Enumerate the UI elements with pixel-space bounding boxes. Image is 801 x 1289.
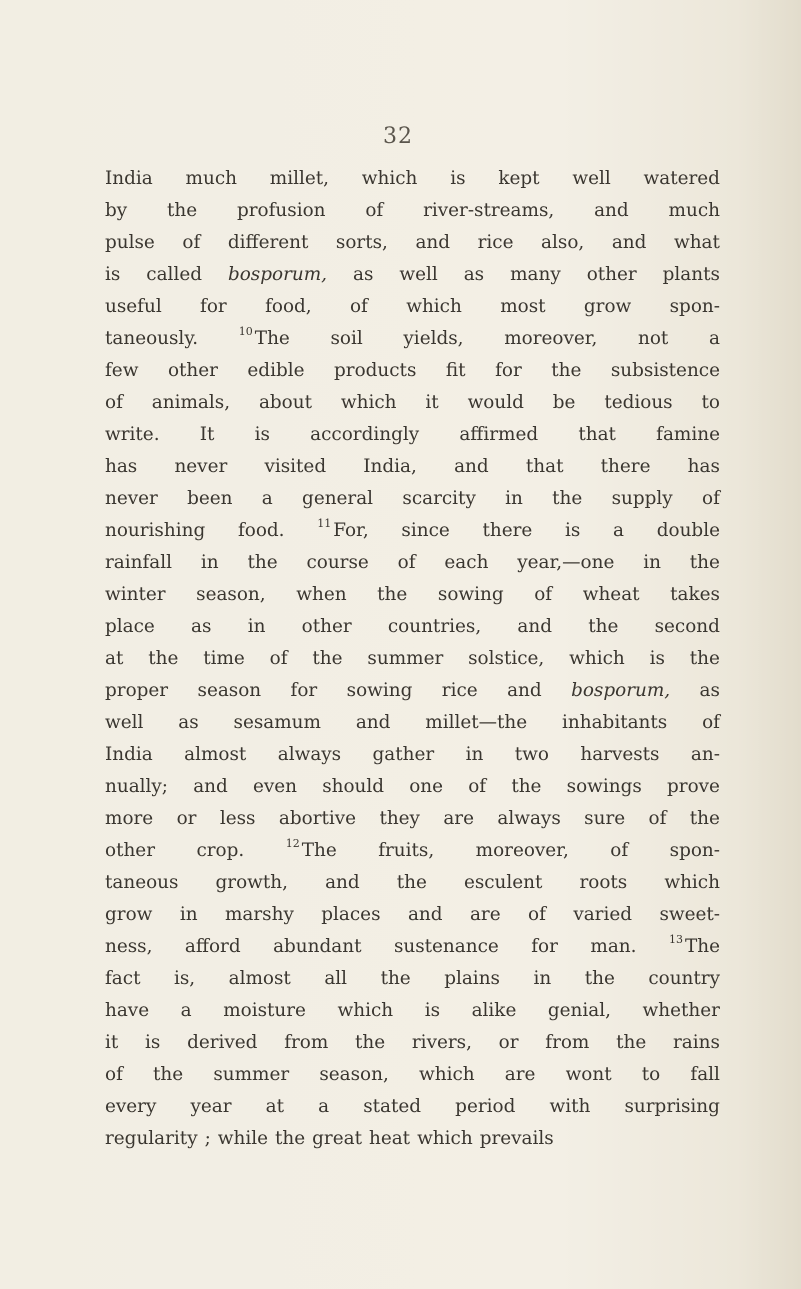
- word: or: [176, 808, 197, 829]
- word: watered: [643, 168, 720, 189]
- text-line: [105, 835, 720, 867]
- word: of: [610, 840, 629, 861]
- word: be: [552, 392, 576, 413]
- word: moreover,: [504, 328, 598, 349]
- word: which: [406, 296, 462, 317]
- word: and: [355, 712, 391, 733]
- word: rivers,: [411, 1032, 472, 1053]
- word: of: [468, 776, 487, 797]
- word: heat: [368, 1128, 411, 1149]
- word: that: [578, 424, 616, 445]
- word: winter: [105, 584, 166, 605]
- word: year,—one: [517, 552, 615, 573]
- word: other: [301, 616, 352, 637]
- word: which: [418, 1064, 475, 1085]
- word: grow: [583, 296, 632, 317]
- word: as: [352, 264, 374, 285]
- word: with: [549, 1096, 591, 1117]
- word: what: [673, 232, 720, 253]
- word: solstice,: [468, 648, 545, 669]
- word: the: [689, 552, 720, 573]
- word: is: [565, 520, 581, 541]
- word: regularity: [105, 1128, 198, 1149]
- word: moreover,: [475, 840, 569, 861]
- word: of: [534, 584, 553, 605]
- word: are: [504, 1064, 536, 1085]
- word: fruits,: [378, 840, 435, 861]
- word: and: [193, 776, 228, 797]
- word: rice: [477, 232, 514, 253]
- word: in: [533, 968, 552, 989]
- word: edible: [247, 360, 305, 381]
- word: sweet-: [659, 904, 720, 925]
- word: great: [312, 1128, 362, 1149]
- text-line: [105, 1091, 720, 1123]
- word: and: [507, 680, 542, 701]
- text-line: [105, 803, 720, 835]
- word: which: [340, 392, 397, 413]
- word: year: [190, 1096, 232, 1117]
- word: the: [153, 1064, 184, 1085]
- word: millet,: [269, 168, 329, 189]
- word: even: [252, 776, 297, 797]
- word: the: [616, 1032, 647, 1053]
- word: derived: [187, 1032, 258, 1053]
- word: esculent: [463, 872, 543, 893]
- word: is: [649, 648, 665, 669]
- word: other: [105, 840, 155, 861]
- word: much: [185, 168, 237, 189]
- word: supply: [611, 488, 673, 509]
- word: wont: [565, 1064, 612, 1085]
- word: fit: [445, 360, 466, 381]
- word: afford: [184, 936, 241, 957]
- word: in: [465, 744, 484, 765]
- word: $^{11}$ For,: [317, 516, 369, 541]
- word: in: [179, 904, 198, 925]
- word: a: [613, 520, 625, 541]
- word: places: [321, 904, 381, 925]
- text-line: [105, 739, 720, 771]
- text-line: [105, 963, 720, 995]
- text-line: [105, 1123, 720, 1155]
- text-line: [105, 579, 720, 611]
- word: the: [552, 488, 583, 509]
- footnote-marker: 12: [285, 836, 300, 850]
- word: a: [318, 1096, 330, 1117]
- word: $^{10}$ The: [238, 324, 290, 349]
- word: it: [105, 1032, 119, 1053]
- word: of: [702, 712, 720, 733]
- word: India,: [363, 456, 417, 477]
- word: nually;: [105, 776, 169, 797]
- word: ness,: [105, 936, 153, 957]
- word: summer: [367, 648, 444, 669]
- word: varied: [573, 904, 633, 925]
- word: the: [247, 552, 278, 573]
- text-line: [105, 771, 720, 803]
- word: the: [377, 584, 408, 605]
- word: many: [510, 264, 561, 285]
- word: proper: [105, 680, 169, 701]
- footnote-marker: 11: [317, 516, 332, 530]
- word: scarcity: [402, 488, 476, 509]
- word: would: [467, 392, 524, 413]
- word: of: [648, 808, 667, 829]
- word: never: [105, 488, 158, 509]
- word: at: [265, 1096, 284, 1117]
- word: visited: [264, 456, 327, 477]
- word: to: [701, 392, 720, 413]
- word: to: [641, 1064, 661, 1085]
- text-line: [105, 451, 720, 483]
- word: not: [638, 328, 669, 349]
- word: products: [334, 360, 417, 381]
- word: of: [105, 1064, 123, 1085]
- word: in: [643, 552, 661, 573]
- word: is: [424, 1000, 441, 1021]
- footnote-marker: 10: [238, 324, 253, 338]
- word: the: [355, 1032, 386, 1053]
- word: spon-: [669, 296, 720, 317]
- word: whether: [642, 1000, 720, 1021]
- word: is: [105, 264, 121, 285]
- word: sowing: [346, 680, 413, 701]
- word: the: [689, 808, 720, 829]
- word: pulse: [105, 232, 155, 253]
- word: gather: [372, 744, 435, 765]
- word: well: [399, 264, 438, 285]
- word: of: [528, 904, 546, 925]
- text-line: [105, 387, 720, 419]
- word: as: [178, 712, 199, 733]
- text-line: [105, 867, 720, 899]
- word: ;: [204, 1128, 211, 1149]
- word: and: [611, 232, 647, 253]
- word: and: [325, 872, 360, 893]
- word: genial,: [547, 1000, 611, 1021]
- word: is: [145, 1032, 161, 1053]
- word: which: [569, 648, 625, 669]
- word: time: [203, 648, 245, 669]
- word: an-: [690, 744, 720, 765]
- word: in: [247, 616, 266, 637]
- word: of: [349, 296, 368, 317]
- word: and: [594, 200, 629, 221]
- word: the: [396, 872, 427, 893]
- word: well: [572, 168, 611, 189]
- word: for: [290, 680, 318, 701]
- word: harvests: [580, 744, 660, 765]
- word: they: [379, 808, 420, 829]
- text-line: [105, 931, 720, 963]
- word: is,: [173, 968, 196, 989]
- word: the: [551, 360, 582, 381]
- word: it: [425, 392, 439, 413]
- word: stated: [363, 1096, 422, 1117]
- word: man.: [590, 936, 637, 957]
- word: as: [699, 680, 720, 701]
- word: grow: [105, 904, 153, 925]
- word: second: [654, 616, 720, 637]
- word: bosporum,: [571, 680, 671, 701]
- word: country: [648, 968, 720, 989]
- word: food,: [265, 296, 312, 317]
- text-line: [105, 291, 720, 323]
- word: the: [584, 968, 615, 989]
- text-line: [105, 675, 720, 707]
- word: of: [182, 232, 201, 253]
- word: the: [275, 1128, 306, 1149]
- page-number: 32: [383, 124, 413, 149]
- word: in: [200, 552, 219, 573]
- word: should: [322, 776, 385, 797]
- text-line: [105, 419, 720, 451]
- word: for: [495, 360, 522, 381]
- text-line: [105, 547, 720, 579]
- word: plants: [662, 264, 720, 285]
- text-line: [105, 483, 720, 515]
- word: tedious: [604, 392, 673, 413]
- word: roots: [579, 872, 628, 893]
- word: also,: [541, 232, 585, 253]
- word: summer: [213, 1064, 290, 1085]
- word: profusion: [236, 200, 326, 221]
- word: sesamum: [233, 712, 321, 733]
- word: the: [380, 968, 411, 989]
- word: taneous: [105, 872, 179, 893]
- word: of: [105, 392, 123, 413]
- word: less: [219, 808, 256, 829]
- text-line: [105, 707, 720, 739]
- word: two: [514, 744, 549, 765]
- word: since: [401, 520, 450, 541]
- word: different: [227, 232, 309, 253]
- word: general: [302, 488, 374, 509]
- word: kept: [498, 168, 540, 189]
- word: It: [199, 424, 215, 445]
- word: has: [105, 456, 138, 477]
- word: affirmed: [459, 424, 539, 445]
- word: soil: [330, 328, 363, 349]
- word: course: [306, 552, 369, 573]
- text-line: [105, 163, 720, 195]
- word: useful: [105, 296, 162, 317]
- word: are: [443, 808, 474, 829]
- word: famine: [656, 424, 720, 445]
- word: place: [105, 616, 155, 637]
- word: always: [277, 744, 342, 765]
- word: one: [409, 776, 444, 797]
- word: all: [324, 968, 348, 989]
- text-line: [105, 643, 720, 675]
- word: abortive: [278, 808, 357, 829]
- word: the: [312, 648, 343, 669]
- word: moisture: [223, 1000, 306, 1021]
- word: from: [284, 1032, 329, 1053]
- word: the: [511, 776, 542, 797]
- word: more: [105, 808, 154, 829]
- text-line: [105, 611, 720, 643]
- word: season,: [196, 584, 266, 605]
- word: never: [174, 456, 228, 477]
- word: and: [517, 616, 552, 637]
- word: abundant: [273, 936, 362, 957]
- word: and: [407, 904, 443, 925]
- text-line: [105, 899, 720, 931]
- word: accordingly: [310, 424, 420, 445]
- word: the: [167, 200, 198, 221]
- word: takes: [670, 584, 720, 605]
- word: India: [105, 744, 153, 765]
- word: river-streams,: [423, 200, 555, 221]
- word: at: [105, 648, 124, 669]
- text-line: [105, 1027, 720, 1059]
- text-line: [105, 1059, 720, 1091]
- word: sustenance: [393, 936, 499, 957]
- word: countries,: [387, 616, 482, 637]
- word: every: [105, 1096, 157, 1117]
- word: about: [258, 392, 312, 413]
- word: sowing: [437, 584, 504, 605]
- word: inhabitants: [562, 712, 668, 733]
- word: the: [689, 648, 720, 669]
- word: fall: [690, 1064, 720, 1085]
- word: as: [463, 264, 485, 285]
- word: sorts,: [335, 232, 388, 253]
- word: which: [417, 1128, 473, 1149]
- text-line: [105, 195, 720, 227]
- word: rainfall: [105, 552, 173, 573]
- word: season,: [319, 1064, 389, 1085]
- word: animals,: [151, 392, 231, 413]
- word: prevails: [479, 1128, 554, 1149]
- word: which: [664, 872, 720, 893]
- word: wheat: [582, 584, 640, 605]
- word: as: [191, 616, 212, 637]
- word: there: [482, 520, 533, 541]
- word: the: [148, 648, 179, 669]
- word: almost: [228, 968, 291, 989]
- word: always: [497, 808, 561, 829]
- word: food.: [237, 520, 285, 541]
- word: rains: [672, 1032, 720, 1053]
- word: been: [187, 488, 233, 509]
- word: and: [415, 232, 451, 253]
- word: write.: [105, 424, 160, 445]
- word: in: [505, 488, 523, 509]
- text-line: [105, 227, 720, 259]
- word: has: [687, 456, 720, 477]
- word: of: [365, 200, 384, 221]
- word: alike: [471, 1000, 517, 1021]
- word: almost: [184, 744, 247, 765]
- word: while: [217, 1128, 269, 1149]
- word: subsistence: [610, 360, 720, 381]
- word: of: [269, 648, 288, 669]
- word: crop.: [196, 840, 245, 861]
- word: is: [254, 424, 270, 445]
- word: few: [105, 360, 139, 381]
- word: well: [105, 712, 144, 733]
- word: surprising: [624, 1096, 720, 1117]
- word: marshy: [224, 904, 294, 925]
- word: sowings: [566, 776, 642, 797]
- word: plains: [444, 968, 500, 989]
- footnote-marker: 13: [668, 932, 683, 946]
- word: other: [167, 360, 218, 381]
- word: is: [450, 168, 466, 189]
- word: a: [709, 328, 720, 349]
- word: for: [200, 296, 227, 317]
- text-line: [105, 355, 720, 387]
- word: spon-: [669, 840, 720, 861]
- word: growth,: [215, 872, 288, 893]
- text-line: [105, 323, 720, 355]
- word: bosporum,: [227, 264, 328, 285]
- text-line: [105, 515, 720, 547]
- word: or: [498, 1032, 519, 1053]
- word: and: [454, 456, 489, 477]
- word: most: [500, 296, 546, 317]
- word: period: [455, 1096, 516, 1117]
- body-text: [105, 163, 720, 1155]
- word: other: [586, 264, 637, 285]
- word: double: [656, 520, 720, 541]
- word: called: [146, 264, 202, 285]
- word: which: [337, 1000, 394, 1021]
- word: rice: [441, 680, 478, 701]
- word: yields,: [403, 328, 464, 349]
- word: which: [361, 168, 418, 189]
- word: of: [702, 488, 720, 509]
- word: for: [531, 936, 558, 957]
- word: India: [105, 168, 153, 189]
- word: much: [668, 200, 720, 221]
- word: season: [197, 680, 262, 701]
- word: a: [180, 1000, 192, 1021]
- word: fact: [105, 968, 141, 989]
- word: taneously.: [105, 328, 199, 349]
- word: there: [600, 456, 651, 477]
- word: each: [444, 552, 489, 573]
- word: are: [469, 904, 501, 925]
- text-line: [105, 259, 720, 291]
- word: the: [588, 616, 619, 637]
- word: a: [261, 488, 273, 509]
- word: sure: [584, 808, 626, 829]
- word: when: [296, 584, 347, 605]
- word: nourishing: [105, 520, 206, 541]
- word: prove: [667, 776, 720, 797]
- word: of: [397, 552, 416, 573]
- word: have: [105, 1000, 150, 1021]
- text-line: [105, 995, 720, 1027]
- word: from: [545, 1032, 590, 1053]
- word: millet—the: [425, 712, 528, 733]
- word: $^{12}$ The: [285, 836, 337, 861]
- word: by: [105, 200, 128, 221]
- word: that: [525, 456, 564, 477]
- word: $^{13}$ The: [668, 932, 720, 957]
